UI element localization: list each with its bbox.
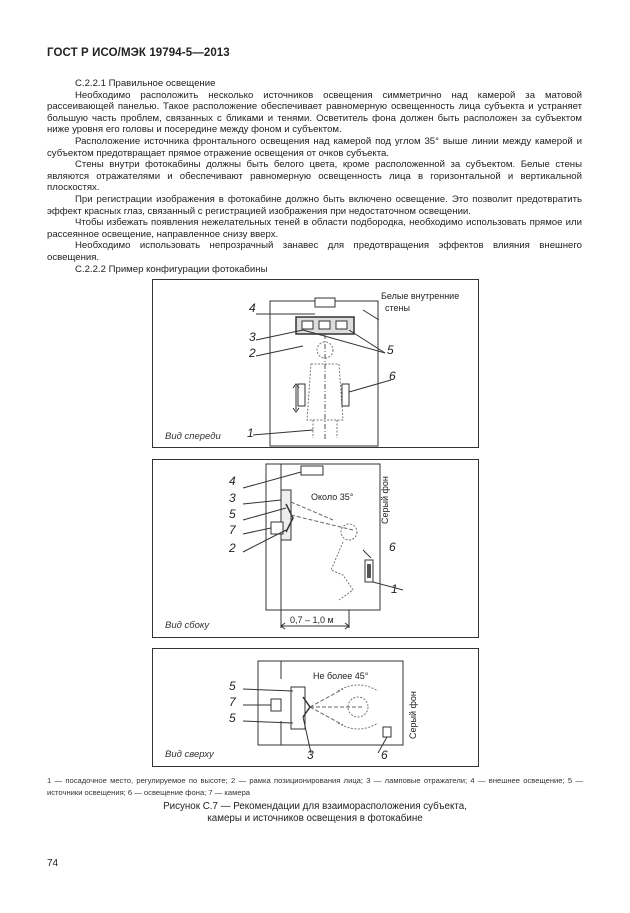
top-angle-label: Не более 45° <box>313 671 369 681</box>
top-callout-3: 3 <box>307 748 314 762</box>
front-callout-6: 6 <box>389 369 396 383</box>
front-callout-4: 4 <box>249 301 256 315</box>
figure-caption <box>47 801 583 825</box>
text-body <box>47 78 582 275</box>
white-walls-label-line2: стены <box>385 303 410 313</box>
caption-line-2: камеры и источников освещения в фотокабине <box>207 813 423 824</box>
paragraph-2: Расположение источника фронтального освещения над камерой под углом 35° выше линии между камерой и субъектом предотвращает прямое отражение освещения от очков субъекта. <box>47 135 582 159</box>
front-callout-3: 3 <box>249 330 256 344</box>
paragraph-5: Чтобы избежать появления нежелательных теней в области подбородка, необходимо использовать прямое или рассеянное освещение, направленное снизу вверх. <box>47 217 582 240</box>
side-callout-4: 4 <box>229 474 236 488</box>
top-callout-5a: 5 <box>229 679 236 693</box>
top-background-label: Серый фон <box>408 691 418 739</box>
paragraph-4: При регистрации изображения в фотокабине должно быть включено освещение. Это позволит предотвратить эффект красных глаз, связанный с регистрацией изображения при недостаточном освещении. <box>47 193 582 217</box>
figure-front-view <box>152 279 479 448</box>
side-view-drawing <box>153 460 478 637</box>
top-callout-7: 7 <box>229 695 236 709</box>
side-callout-1: 1 <box>391 582 398 596</box>
top-callout-6: 6 <box>381 748 388 762</box>
white-walls-label-line1: Белые внутренние <box>381 291 460 301</box>
figure-top-view <box>152 648 479 767</box>
front-view-drawing <box>153 280 478 447</box>
side-callout-6: 6 <box>389 540 396 554</box>
side-callout-5: 5 <box>229 507 236 521</box>
front-callout-1: 1 <box>247 426 254 440</box>
section-heading-lighting: С.2.2.1 Правильное освещение <box>75 78 216 89</box>
front-view-label: Вид спереди <box>165 431 221 442</box>
section-heading-config: С.2.2.2 Пример конфигурации фотокабины <box>75 263 268 275</box>
figure-side-view <box>152 459 479 638</box>
side-angle-label: Около 35° <box>311 492 354 502</box>
top-callout-5b: 5 <box>229 711 236 725</box>
side-background-label: Серый фон <box>380 476 390 524</box>
figure-legend: 1 — посадочное место, регулируемое по высоте; 2 — рамка позиционирования лица; 3 — ламповые отражатели; 4 — внешнее освещение; 5 — источники освещения; 6 — освещение фона; 7 — камера <box>47 776 583 797</box>
front-callout-5: 5 <box>387 343 394 357</box>
paragraph-1: Необходимо расположить несколько источников освещения симметрично над камерой за матовой рассеивающей панелью. Такое расположение обеспечивает равномерную освещенность лица субъекта и устраняет большую часть проблем, связанных с бликами и тенями. Осветитель фона должен быть расположен за субъектом ниже уровня его головы и посередине между фоном и субъектом. <box>47 89 582 136</box>
paragraph-3: Стены внутри фотокабины должны быть белого цвета, кроме расположенной за субъектом. Белые стены являются отражателями и обеспечивают равномерную освещенность лица в горизонтальной и вертикальной плоскостях. <box>47 159 582 194</box>
side-callout-3: 3 <box>229 491 236 505</box>
page-number: 74 <box>47 858 59 869</box>
side-callout-7: 7 <box>229 523 236 537</box>
top-view-label: Вид сверху <box>165 749 214 760</box>
caption-line-1: Рисунок С.7 — Рекомендации для взаиморасположения субъекта, <box>163 801 467 812</box>
distance-label: 0,7 – 1,0 м <box>290 615 334 625</box>
side-callout-2: 2 <box>229 541 236 555</box>
paragraph-6: Необходимо использовать непрозрачный занавес для предотвращения эффектов влияния внешнего освещения. <box>47 240 582 263</box>
document-header: ГОСТ Р ИСО/МЭК 19794-5—2013 <box>47 47 230 59</box>
front-callout-2: 2 <box>249 346 256 360</box>
side-view-label: Вид сбоку <box>165 620 210 631</box>
